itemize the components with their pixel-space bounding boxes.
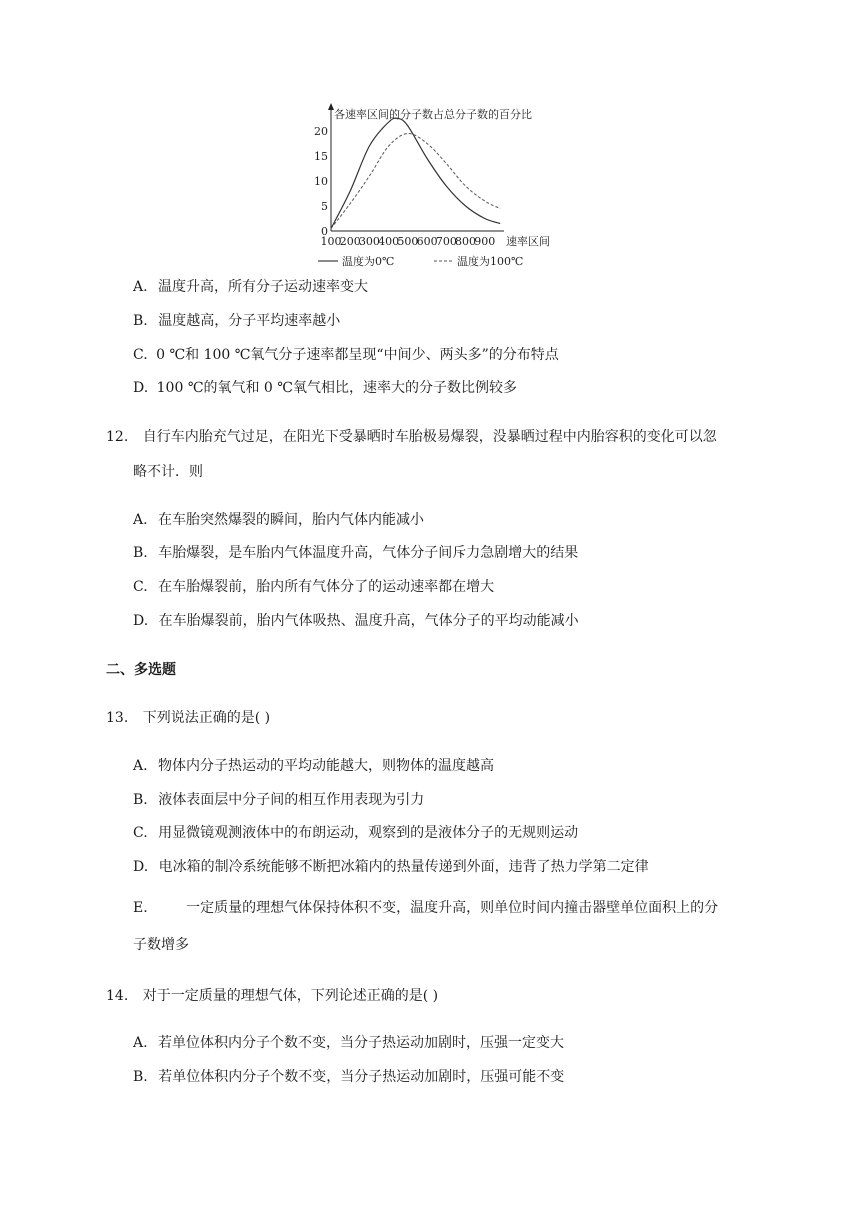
speed-distribution-chart: [312, 100, 572, 272]
series-lines: [331, 118, 500, 228]
q13-option-e-line2: 子数增多: [133, 937, 189, 953]
q11-option-c[interactable]: [133, 344, 559, 364]
q14-stem-text: 对于一定质量的理想气体，下列论述正确的是( ): [142, 988, 439, 1004]
x-tick-label: 200: [339, 235, 361, 248]
q13-option-b-letter: B.: [133, 792, 148, 808]
q14-option-a-letter: A.: [133, 1035, 148, 1051]
q13-option-e-letter: E.: [133, 900, 148, 916]
q11-option-c-text: 0 ℃和 100 ℃氧气分子速率都呈现“中间少、两头多”的分布特点: [156, 347, 559, 363]
q13-number: 13.: [106, 710, 129, 726]
q12-option-b[interactable]: [133, 542, 578, 562]
q14-option-b[interactable]: [133, 1066, 564, 1086]
q11-option-a[interactable]: [133, 276, 368, 296]
q14-number: 14.: [106, 988, 129, 1004]
x-tick-label: 500: [397, 235, 419, 248]
q11-option-a-letter: A.: [133, 279, 148, 295]
q12-stem-line2: 略不计．则: [133, 464, 203, 480]
x-tick-label: 600: [416, 235, 438, 248]
y-tick-label: 5: [321, 200, 328, 213]
q12-stem-text-1: 自行车内胎充气过足，在阳光下受暴晒时车胎极易爆裂，没暴晒过程中内胎容积的变化可以忽: [142, 429, 717, 445]
q12-option-a[interactable]: [133, 509, 424, 529]
speed-distribution-figure: [312, 100, 572, 272]
q13-option-d-letter: D.: [133, 859, 149, 875]
y-axis-label: 各速率区间的分子数占总分子数的百分比: [334, 108, 532, 121]
q11-option-b-text: 温度越高，分子平均速率越小: [158, 313, 341, 329]
q12-option-c-text: 在车胎爆裂前，胎内所有气体分了的运动速率都在增大: [158, 579, 495, 595]
q13-option-e[interactable]: [133, 897, 718, 917]
q13-option-b-text: 液体表面层中分子间的相互作用表现为引力: [158, 792, 425, 808]
q11-option-a-text: 温度升高，所有分子运动速率变大: [158, 279, 369, 295]
q14-option-a[interactable]: [133, 1032, 564, 1052]
x-axis-label: 速率区间: [506, 235, 550, 248]
q13-option-c[interactable]: [133, 822, 578, 842]
y-tick-label: 0: [321, 225, 328, 238]
q13-option-a-letter: A.: [133, 758, 148, 774]
q13-option-c-text: 用显微镜观测液体中的布朗运动，观察到的是液体分子的无规则运动: [158, 825, 579, 841]
x-ticks: [321, 235, 496, 248]
q13-option-d[interactable]: [133, 856, 649, 876]
q14-option-b-letter: B.: [133, 1069, 148, 1085]
q13-option-a-text: 物体内分子热运动的平均动能越大，则物体的温度越高: [158, 758, 495, 774]
legend-item-100c: 温度为100℃: [457, 255, 524, 268]
x-tick-label: 400: [378, 235, 400, 248]
y-tick-label: 15: [314, 150, 328, 163]
q11-option-c-letter: C.: [133, 347, 148, 363]
q14-option-a-text: 若单位体积内分子个数不变，当分子热运动加剧时，压强一定变大: [158, 1035, 565, 1051]
q12-option-c[interactable]: [133, 576, 494, 596]
q11-option-b[interactable]: [133, 310, 340, 330]
q12-option-a-letter: A.: [133, 512, 148, 528]
q13-option-c-letter: C.: [133, 825, 148, 841]
q13-option-a[interactable]: [133, 755, 494, 775]
q13-option-e-text: 一定质量的理想气体保持体积不变，温度升高，则单位时间内撞击器壁单位面积上的分: [186, 900, 719, 916]
q13-stem-text: 下列说法正确的是( ): [142, 710, 271, 726]
q11-option-d[interactable]: [133, 377, 517, 397]
y-tick-label: 20: [314, 125, 328, 138]
q12-number: 12.: [106, 429, 129, 445]
q13-option-d-text: 电冰箱的制冷系统能够不断把冰箱内的热量传递到外面，违背了热力学第二定律: [158, 859, 649, 875]
x-tick-label: 700: [435, 235, 457, 248]
q11-option-d-text: 100 ℃的氧气和 0 ℃氧气相比，速率大的分子数比例较多: [156, 380, 517, 396]
q12-option-d[interactable]: [133, 610, 579, 630]
q14-option-b-text: 若单位体积内分子个数不变，当分子热运动加剧时，压强可能不变: [158, 1069, 565, 1085]
series-line-100c: [331, 133, 500, 228]
y-tick-label: 10: [314, 175, 328, 188]
q12-option-d-text: 在车胎爆裂前，胎内气体吸热、温度升高，气体分子的平均动能减小: [158, 613, 579, 629]
q11-option-b-letter: B.: [133, 313, 148, 329]
q13-option-b[interactable]: [133, 789, 424, 809]
legend-item-0c: 温度为0℃: [342, 255, 395, 268]
section-title-multi-choice: 二、多选题: [106, 662, 176, 678]
series-line-0c: [331, 118, 500, 228]
y-ticks: [314, 125, 328, 238]
q13-stem: [106, 707, 270, 727]
x-tick-label: 300: [358, 235, 380, 248]
x-tick-label: 800: [455, 235, 477, 248]
q12-option-c-letter: C.: [133, 579, 148, 595]
q12-stem-line1: [106, 426, 717, 446]
x-tick-label: 100: [320, 235, 342, 248]
q12-option-b-letter: B.: [133, 545, 148, 561]
q11-option-d-letter: D.: [133, 380, 149, 396]
q12-option-a-text: 在车胎突然爆裂的瞬间，胎内气体内能减小: [158, 512, 425, 528]
x-tick-label: 900: [474, 235, 496, 248]
q14-stem: [106, 985, 438, 1005]
q12-option-b-text: 车胎爆裂，是车胎内气体温度升高，气体分子间斥力急剧增大的结果: [158, 545, 579, 561]
q12-option-d-letter: D.: [133, 613, 149, 629]
